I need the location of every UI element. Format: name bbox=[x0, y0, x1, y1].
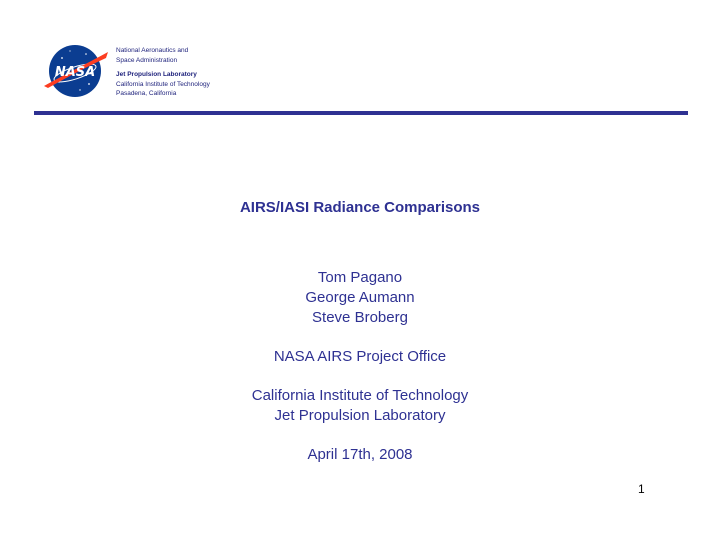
agency-line-1: National Aeronautics and bbox=[116, 47, 189, 54]
slide-body bbox=[0, 268, 720, 465]
author-name: Tom Pagano bbox=[317, 269, 403, 286]
presentation-date: April 17th, 2008 bbox=[307, 446, 413, 463]
affiliation-line-1: California Institute of Technology bbox=[251, 387, 469, 404]
slide-title: AIRS/IASI Radiance Comparisons bbox=[239, 199, 481, 216]
page-number: 1 bbox=[638, 482, 645, 496]
nasa-meatball-icon bbox=[42, 42, 110, 100]
institute-name: California Institute of Technology bbox=[116, 80, 210, 88]
organization-block bbox=[116, 46, 210, 99]
nasa-logo bbox=[42, 42, 110, 100]
agency-line-2: Space Administration bbox=[116, 56, 178, 64]
header-divider bbox=[34, 111, 688, 115]
location-text: Pasadena, California bbox=[116, 90, 177, 97]
author-name: Steve Broberg bbox=[312, 309, 408, 326]
lab-name: Jet Propulsion Laboratory bbox=[116, 71, 197, 78]
logo-wordmark: NASA bbox=[54, 65, 96, 80]
affiliation-line-2: Jet Propulsion Laboratory bbox=[274, 407, 446, 424]
office-name: NASA AIRS Project Office bbox=[273, 348, 447, 365]
author-name: George Aumann bbox=[305, 289, 415, 306]
